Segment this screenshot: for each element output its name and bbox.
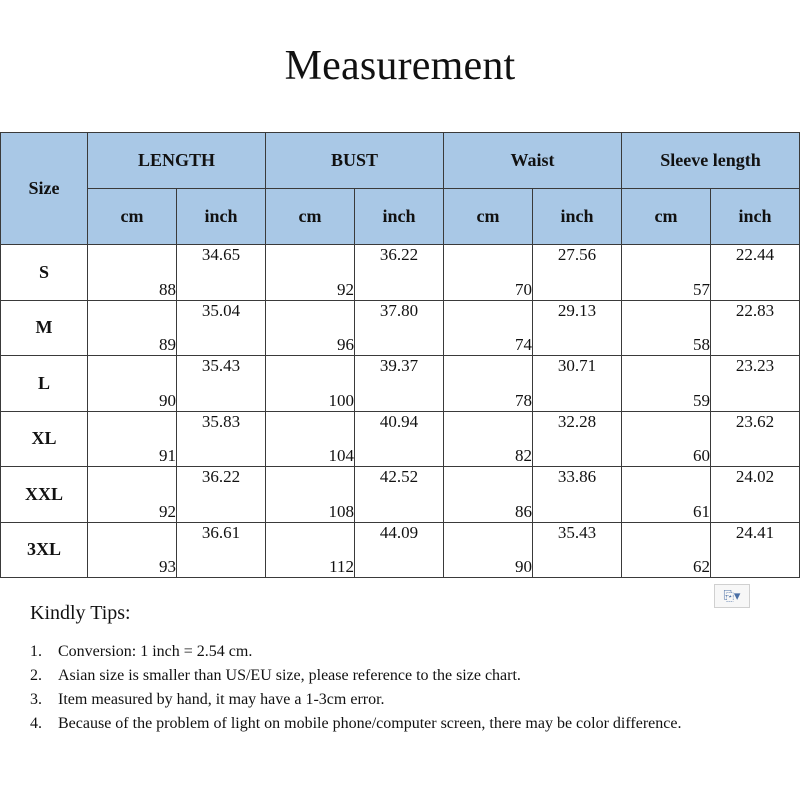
cm-value-cell: 61 <box>622 467 711 523</box>
inch-value-cell: 37.80 <box>355 300 444 356</box>
inch-value-cell: 36.22 <box>355 245 444 301</box>
cm-value-cell: 86 <box>444 467 533 523</box>
cm-value-cell: 108 <box>266 467 355 523</box>
unit-header-cm: cm <box>266 189 355 245</box>
size-label: XL <box>1 411 88 467</box>
unit-header-inch: inch <box>533 189 622 245</box>
cm-value-cell: 62 <box>622 522 711 578</box>
tip-item <box>30 712 710 736</box>
cm-value-cell: 92 <box>88 467 177 523</box>
size-label: M <box>1 300 88 356</box>
tip-text: Because of the problem of light on mobile phone/computer screen, there may be color difference. <box>58 715 682 732</box>
inch-value-cell: 35.04 <box>177 300 266 356</box>
tip-number: 4. <box>30 715 42 732</box>
inch-value-cell: 34.65 <box>177 245 266 301</box>
cm-value-cell: 104 <box>266 411 355 467</box>
tip-text: Item measured by hand, it may have a 1-3cm error. <box>58 691 385 708</box>
size-column-header: Size <box>1 133 88 245</box>
inch-value-cell: 35.83 <box>177 411 266 467</box>
inch-value-cell: 22.83 <box>711 300 800 356</box>
inch-value-cell: 35.43 <box>177 356 266 412</box>
inch-value-cell: 39.37 <box>355 356 444 412</box>
size-label: XXL <box>1 467 88 523</box>
table-row <box>1 356 800 412</box>
unit-header-cm: cm <box>444 189 533 245</box>
cm-value-cell: 89 <box>88 300 177 356</box>
inch-value-cell: 29.13 <box>533 300 622 356</box>
cm-value-cell: 59 <box>622 356 711 412</box>
table-row <box>1 522 800 578</box>
sleeve-length-header: Sleeve length <box>622 133 800 189</box>
unit-header-inch: inch <box>177 189 266 245</box>
inch-value-cell: 36.22 <box>177 467 266 523</box>
tip-number: 3. <box>30 691 42 708</box>
size-label: L <box>1 356 88 412</box>
cm-value-cell: 58 <box>622 300 711 356</box>
inch-value-cell: 44.09 <box>355 522 444 578</box>
size-chart-table <box>0 132 800 578</box>
tip-item <box>30 688 710 712</box>
table-row <box>1 245 800 301</box>
tip-number: 1. <box>30 643 42 660</box>
tip-item <box>30 640 710 664</box>
inch-value-cell: 33.86 <box>533 467 622 523</box>
inch-value-cell: 40.94 <box>355 411 444 467</box>
cm-value-cell: 90 <box>88 356 177 412</box>
cm-value-cell: 78 <box>444 356 533 412</box>
cm-value-cell: 74 <box>444 300 533 356</box>
page-title: Measurement <box>284 43 516 89</box>
cm-value-cell: 100 <box>266 356 355 412</box>
inch-value-cell: 30.71 <box>533 356 622 412</box>
inch-value-cell: 23.23 <box>711 356 800 412</box>
unit-header-cm: cm <box>622 189 711 245</box>
cm-value-cell: 92 <box>266 245 355 301</box>
cm-value-cell: 88 <box>88 245 177 301</box>
paste-options-icon[interactable]: ⎘▾ <box>714 584 750 608</box>
cm-value-cell: 93 <box>88 522 177 578</box>
tip-text: Asian size is smaller than US/EU size, please reference to the size chart. <box>58 667 521 684</box>
size-table-body <box>1 245 800 578</box>
tip-item <box>30 664 710 688</box>
unit-header-cm: cm <box>88 189 177 245</box>
cm-value-cell: 112 <box>266 522 355 578</box>
inch-value-cell: 24.41 <box>711 522 800 578</box>
inch-value-cell: 23.62 <box>711 411 800 467</box>
table-row <box>1 411 800 467</box>
inch-value-cell: 42.52 <box>355 467 444 523</box>
unit-header-inch: inch <box>355 189 444 245</box>
inch-value-cell: 24.02 <box>711 467 800 523</box>
cm-value-cell: 82 <box>444 411 533 467</box>
cm-value-cell: 91 <box>88 411 177 467</box>
inch-value-cell: 32.28 <box>533 411 622 467</box>
tips-list <box>30 640 710 736</box>
cm-value-cell: 60 <box>622 411 711 467</box>
inch-value-cell: 35.43 <box>533 522 622 578</box>
unit-header-inch: inch <box>711 189 800 245</box>
inch-value-cell: 22.44 <box>711 245 800 301</box>
table-row <box>1 300 800 356</box>
cm-value-cell: 70 <box>444 245 533 301</box>
bust-header: BUST <box>266 133 444 189</box>
waist-header: Waist <box>444 133 622 189</box>
tip-number: 2. <box>30 667 42 684</box>
tip-text: Conversion: 1 inch = 2.54 cm. <box>58 643 253 660</box>
length-header: LENGTH <box>88 133 266 189</box>
size-label: S <box>1 245 88 301</box>
cm-value-cell: 57 <box>622 245 711 301</box>
tips-title: Kindly Tips: <box>30 602 131 624</box>
cm-value-cell: 96 <box>266 300 355 356</box>
inch-value-cell: 36.61 <box>177 522 266 578</box>
size-label: 3XL <box>1 522 88 578</box>
inch-value-cell: 27.56 <box>533 245 622 301</box>
table-row <box>1 467 800 523</box>
cm-value-cell: 90 <box>444 522 533 578</box>
